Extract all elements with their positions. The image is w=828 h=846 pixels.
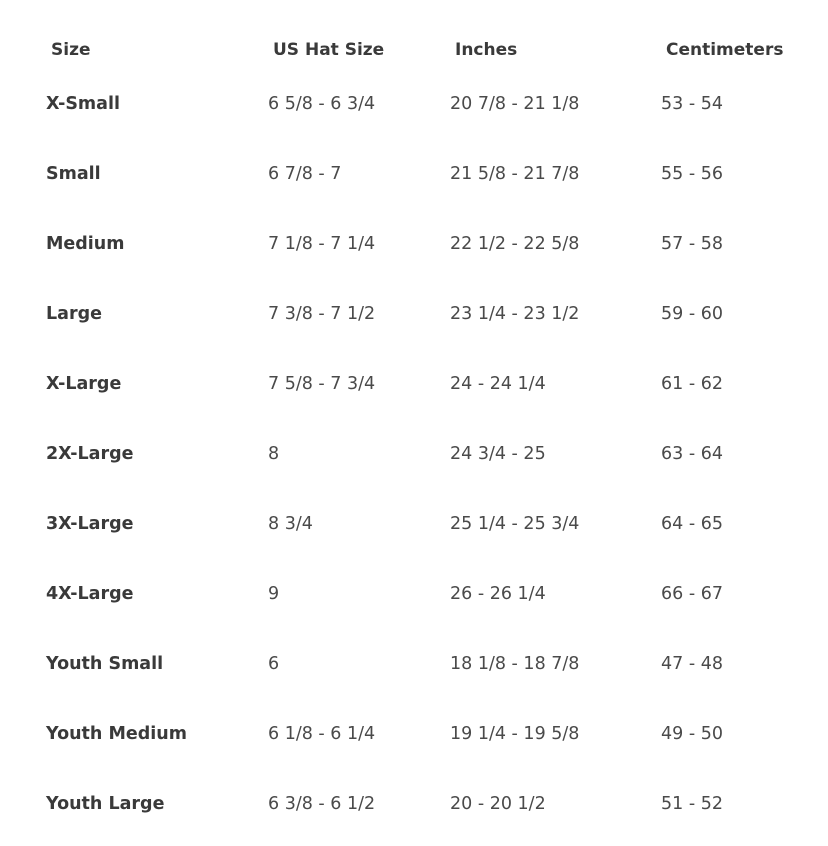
header-centimeters: Centimeters [666,40,784,60]
size-cell: Large [46,304,102,324]
inches-cell: 19 1/4 - 19 5/8 [450,724,580,744]
size-cell: Youth Large [46,794,165,814]
us-hat-size-cell: 8 [268,444,280,464]
centimeters-cell: 59 - 60 [661,304,723,324]
header-us-hat-size: US Hat Size [273,40,385,60]
inches-cell: 18 1/8 - 18 7/8 [450,654,580,674]
us-hat-size-cell: 6 5/8 - 6 3/4 [268,94,376,114]
centimeters-cell: 57 - 58 [661,234,723,254]
header-size: Size [51,40,91,60]
us-hat-size-cell: 8 3/4 [268,514,313,534]
inches-cell: 24 3/4 - 25 [450,444,546,464]
us-hat-size-cell: 7 5/8 - 7 3/4 [268,374,376,394]
table-row [0,229,828,259]
us-hat-size-cell: 9 [268,584,280,604]
inches-cell: 25 1/4 - 25 3/4 [450,514,580,534]
size-cell: X-Large [46,374,122,394]
centimeters-cell: 64 - 65 [661,514,723,534]
inches-cell: 20 - 20 1/2 [450,794,546,814]
table-row [0,579,828,609]
us-hat-size-cell: 6 7/8 - 7 [268,164,342,184]
header-inches: Inches [455,40,518,60]
inches-cell: 22 1/2 - 22 5/8 [450,234,580,254]
centimeters-cell: 49 - 50 [661,724,723,744]
size-cell: Youth Small [46,654,164,674]
centimeters-cell: 66 - 67 [661,584,723,604]
centimeters-cell: 47 - 48 [661,654,723,674]
us-hat-size-cell: 6 1/8 - 6 1/4 [268,724,376,744]
size-cell: 2X-Large [46,444,134,464]
table-row [0,789,828,819]
centimeters-cell: 63 - 64 [661,444,723,464]
centimeters-cell: 55 - 56 [661,164,723,184]
inches-cell: 21 5/8 - 21 7/8 [450,164,580,184]
inches-cell: 20 7/8 - 21 1/8 [450,94,580,114]
us-hat-size-cell: 7 3/8 - 7 1/2 [268,304,376,324]
inches-cell: 24 - 24 1/4 [450,374,546,394]
table-row [0,369,828,399]
centimeters-cell: 51 - 52 [661,794,723,814]
table-row [0,649,828,679]
table-header-row [0,36,828,66]
centimeters-cell: 61 - 62 [661,374,723,394]
size-cell: Medium [46,234,125,254]
size-cell: 4X-Large [46,584,134,604]
table-row [0,509,828,539]
size-cell: Small [46,164,101,184]
table-row [0,439,828,469]
table-row [0,159,828,189]
us-hat-size-cell: 6 3/8 - 6 1/2 [268,794,376,814]
table-row [0,299,828,329]
us-hat-size-cell: 7 1/8 - 7 1/4 [268,234,376,254]
table-row [0,719,828,749]
inches-cell: 26 - 26 1/4 [450,584,546,604]
us-hat-size-cell: 6 [268,654,280,674]
table-row [0,89,828,119]
inches-cell: 23 1/4 - 23 1/2 [450,304,580,324]
size-cell: Youth Medium [46,724,187,744]
size-cell: 3X-Large [46,514,134,534]
centimeters-cell: 53 - 54 [661,94,723,114]
size-cell: X-Small [46,94,120,114]
